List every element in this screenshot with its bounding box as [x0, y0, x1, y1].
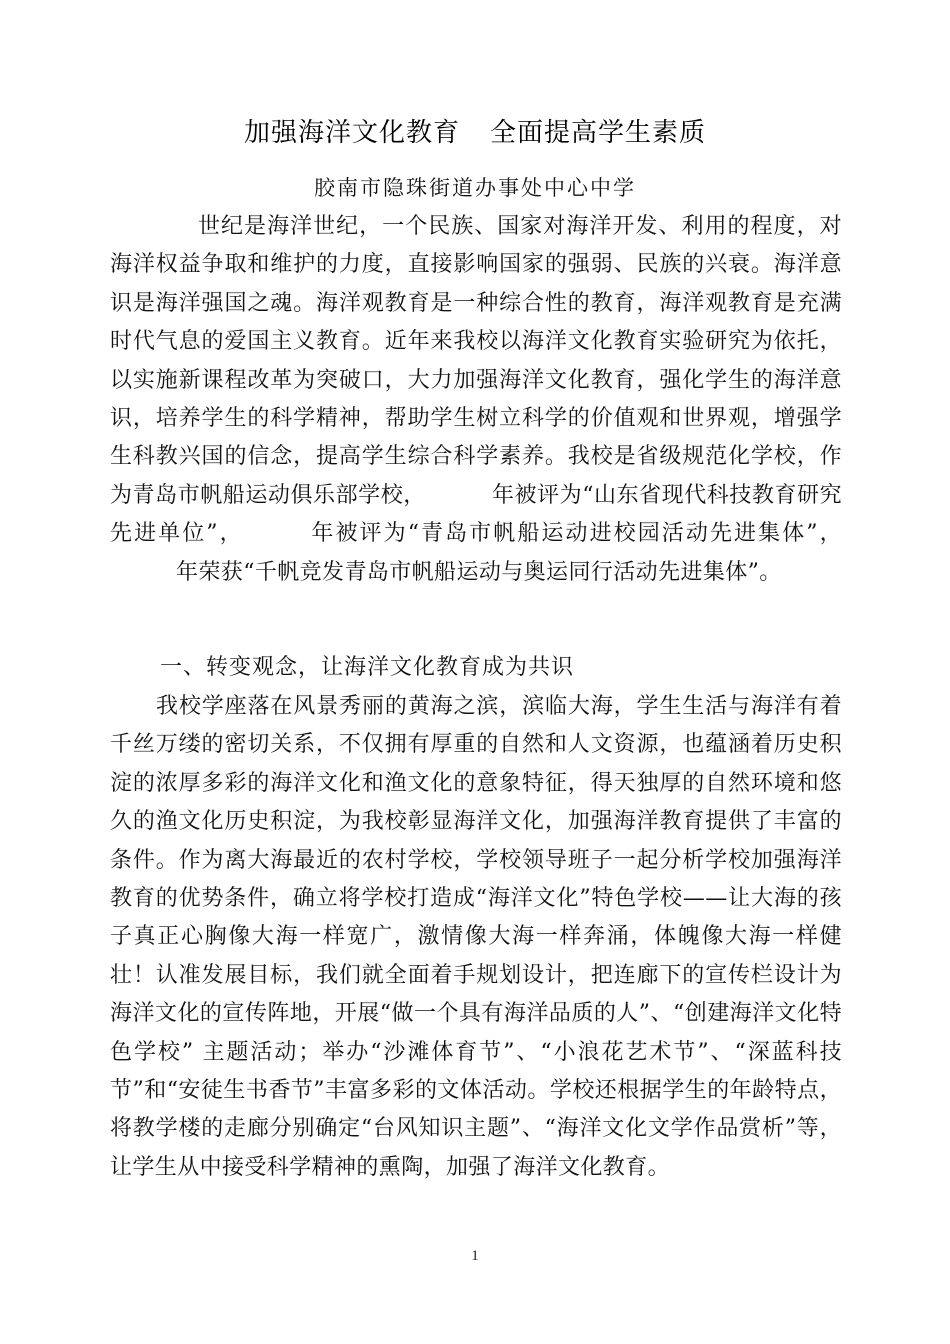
page-number: 1 — [471, 1248, 479, 1264]
section-1-heading: 一、转变观念，让海洋文化教育成为共识 — [160, 655, 575, 680]
intro-sentence-3: 年被评为“青岛市帆船运动进校园活动先进集体”， — [309, 521, 842, 547]
intro-sentence-4: 年荣获“千帆竞发青岛市帆船运动与奥运同行活动先进集体”。 — [176, 559, 782, 585]
title-part-1: 加强海洋文化教育 — [243, 118, 460, 148]
section-1-paragraph: 我校学座落在风景秀丽的黄海之滨，滨临大海，学生生活与海洋有着千丝万缕的密切关系，不仅拥有厚重的自然和人文资源，也蕴涵着历史积淀的浓厚多彩的海洋文化和渔文化的意象特征，得天独厚的自然环境和悠久的渔文化历史积淀，为我校彰显海洋文化，加强海洋教育提供了丰富的条件。作为离大海最近的农村学校，学校领导班子一起分析学校加强海洋教育的优势条件，确立将学校打造成“海洋文化”特色学校——让大海的孩子真正心胸像大海一样宽广，激情像大海一样奔涌，体魄像大海一样健壮！认准发展目标，我们就全面着手规划设计，把连廊下的宣传栏设计为海洋文化的宣传阵地，开展“做一个具有海洋品质的人”、“创建海洋文化特色学校” 主题活动；举办“沙滩体育节”、“小浪花艺术节”、“深蓝科技节”和“安徒生书香节”丰富多彩的文体活动。学校还根据学生的年龄特点，将教学楼的走廊分别确定“台风知识主题”、“海洋文化文学作品赏析”等，让学生从中接受科学精神的熏陶，加强了海洋文化教育。 — [110, 694, 842, 1180]
intro-sentence-2: 年被评为“山东省现代科技教育研究先进单位”， — [110, 482, 842, 547]
author-affiliation: 胶南市隐珠街道办事处中心中学 — [314, 176, 636, 200]
document-title — [0, 113, 950, 153]
title-part-2: 全面提高学生素质 — [490, 118, 707, 148]
intro-paragraph — [110, 208, 842, 592]
intro-sentence-1: 世纪是海洋世纪，一个民族、国家对海洋开发、利用的程度，对海洋权益争取和维护的力度，直接影响国家的强弱、民族的兴衰。海洋意识是海洋强国之魂。海洋观教育是一种综合性的教育，海洋观教育是充满时代气息的爱国主义教育。近年来我校以海洋文化教育实验研究为依托，以实施新课程改革为突破口，大力加强海洋文化教育，强化学生的海洋意识，培养学生的科学精神，帮助学生树立科学的价值观和世界观，增强学生科教兴国的信念，提高学生综合科学素养。我校是省级规范化学校，作为青岛市帆船运动俱乐部学校， — [110, 214, 842, 508]
